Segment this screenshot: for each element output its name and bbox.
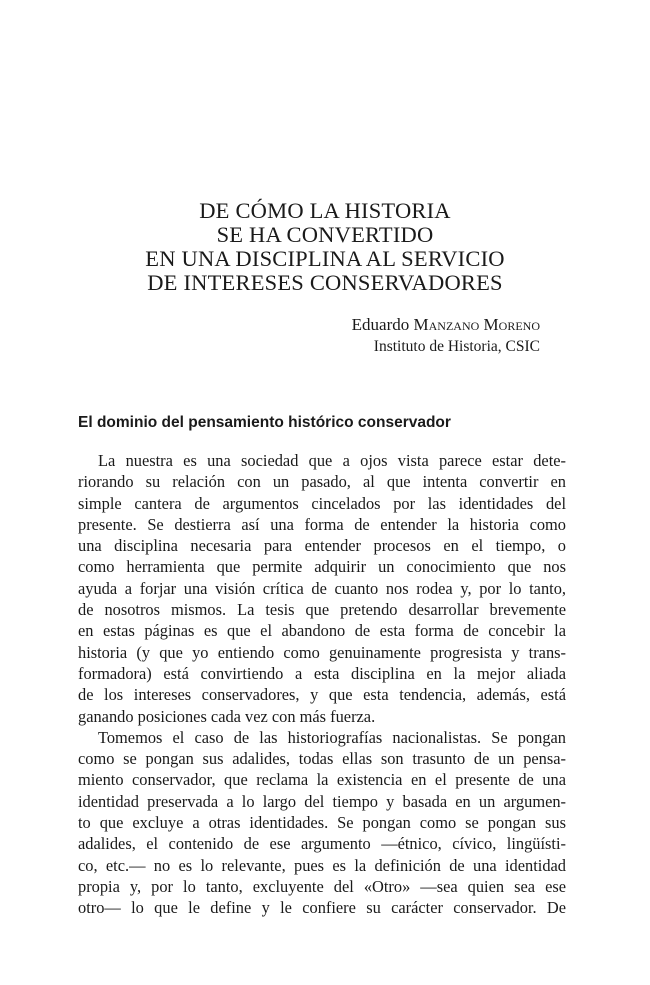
text-line: presente. Se destierra así una forma de entender la historia como (78, 514, 566, 534)
text-line: miento conservador, que reclama la existencia en el presente de una (78, 770, 566, 790)
title-line: EN UNA DISCIPLINA AL SERVICIO (145, 246, 505, 271)
text-line: como herramienta que permite adquirir un conocimiento que nos (78, 557, 566, 577)
text-line: de nosotros mismos. La tesis que pretendo desarrollar brevemente (78, 600, 566, 620)
text-line: otro— lo que le define y le confiere su carácter conservador. De (78, 898, 566, 918)
text-line: identidad preservada a lo largo del tiempo y basada en un argumen- (78, 791, 566, 811)
title-line: DE INTERESES CONSERVADORES (147, 270, 503, 295)
text-line: Tomemos el caso de las historiografías nacionalistas. Se pongan (98, 727, 566, 747)
title-line: DE CÓMO LA HISTORIA (199, 198, 451, 223)
title-line: SE HA CONVERTIDO (216, 222, 434, 247)
body-text (78, 450, 566, 919)
text-line: como se pongan sus adalides, todas ellas son trasunto de un pensa- (78, 749, 566, 769)
paragraph-1 (78, 450, 566, 727)
paragraph-2 (78, 727, 566, 919)
article-title (0, 199, 650, 295)
section-heading: El dominio del pensamiento histórico conservador (78, 414, 451, 431)
byline (352, 314, 540, 358)
text-line: historia (y que yo entiendo como genuinamente progresista y trans- (78, 642, 566, 662)
text-line: adalides, el contenido de ese argumento —étnico, cívico, lingüísti- (78, 834, 566, 854)
author-first-name: Eduardo (351, 315, 410, 334)
text-line: to que excluye a otras identidades. Se pongan como se pongan sus (78, 813, 566, 833)
author-name (352, 314, 540, 336)
text-line: riorando su relación con un pasado, al que intenta convertir en (78, 472, 566, 492)
text-line: una disciplina necesaria para entender procesos en el tiempo, o (78, 536, 566, 556)
author-surnames: Manzano Moreno (413, 315, 540, 334)
text-line: La nuestra es una sociedad que a ojos vista parece estar dete- (98, 451, 566, 470)
text-line: propia y, por lo tanto, excluyente del «Otro» —sea quien sea ese (78, 876, 566, 896)
text-line: ayuda a forjar una visión crítica de cuanto nos rodea y, por lo tanto, (78, 578, 566, 598)
text-line: ganando posiciones cada vez con más fuerza. (78, 706, 376, 726)
text-line: de los intereses conservadores, y que esta tendencia, además, está (78, 685, 566, 705)
text-line: simple cantera de argumentos cincelados por las identidades del (78, 493, 566, 513)
author-affiliation: Instituto de Historia, CSIC (373, 338, 540, 355)
text-line: en estas páginas es que el abandono de esta forma de concebir la (78, 621, 566, 641)
text-line: formadora) está convirtiendo a esta disciplina en la mejor aliada (78, 663, 566, 683)
text-line: co, etc.— no es lo relevante, pues es la definición de una identidad (78, 855, 566, 875)
